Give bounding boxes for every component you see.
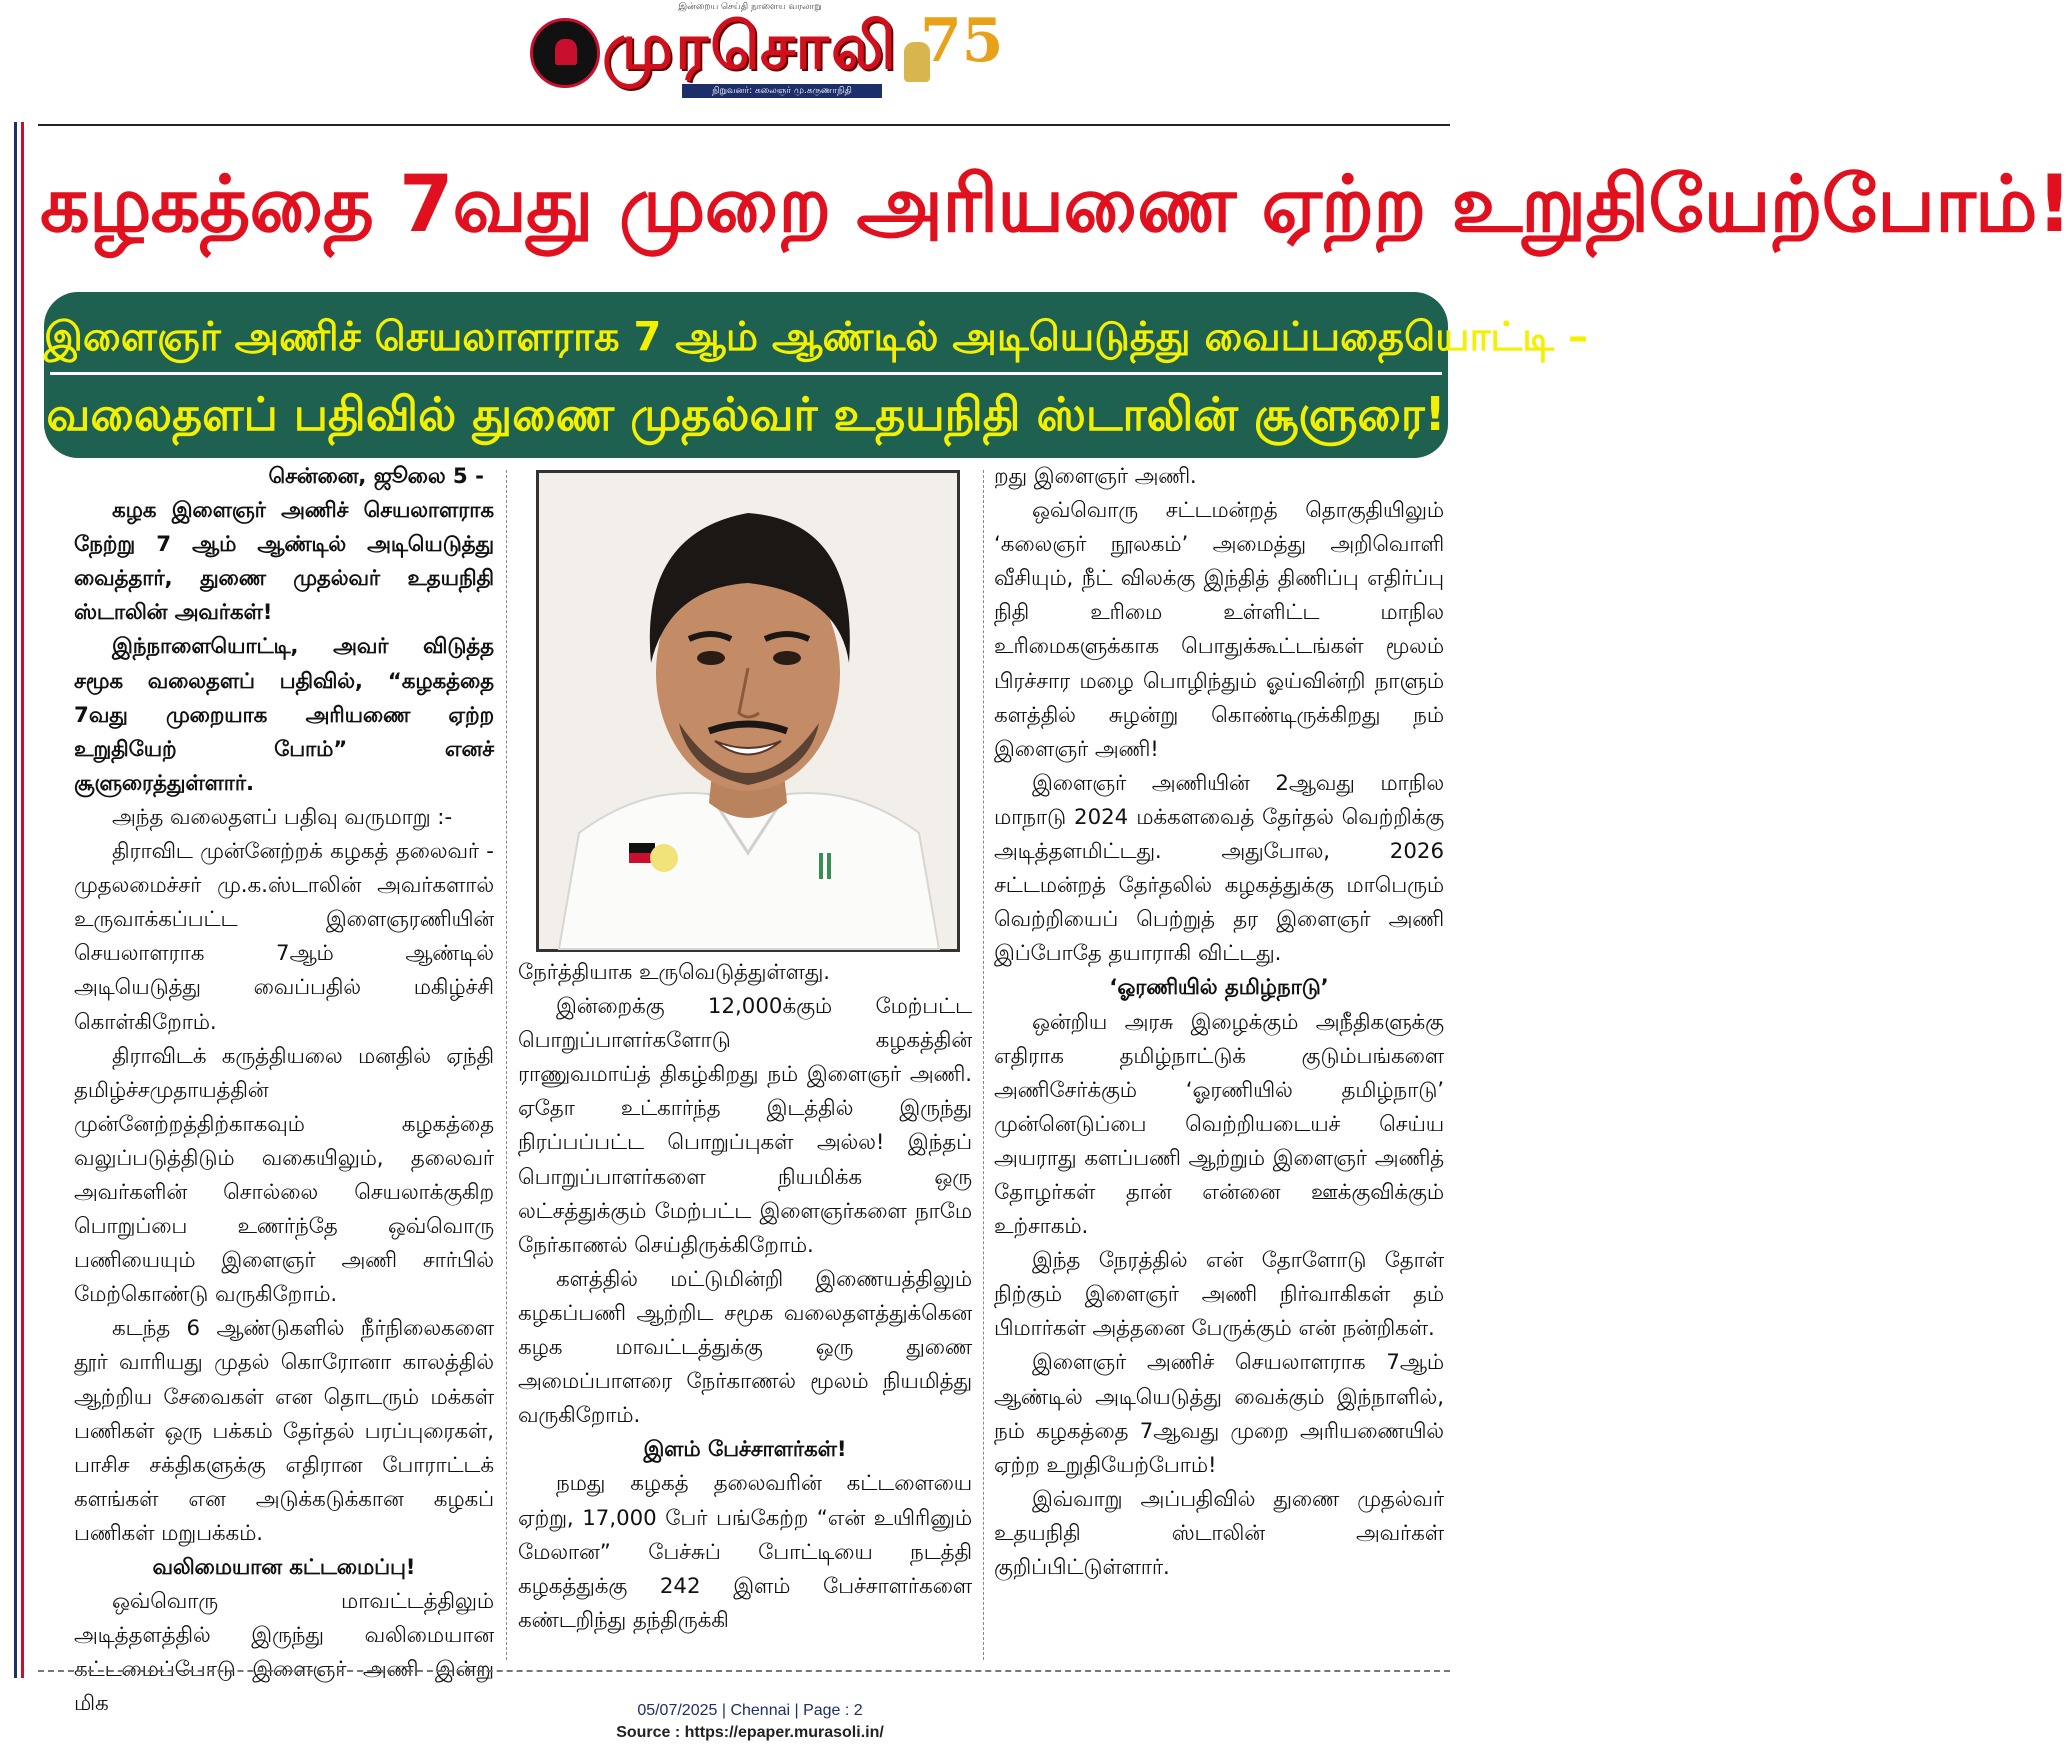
article-paragraph: அந்த வலைதளப் பதிவு வருமாறு :- <box>112 804 453 830</box>
newspaper-logo: முரசொலி <box>602 10 898 84</box>
dateline: சென்னை, ஜூலை 5 - <box>268 464 484 489</box>
section-heading: ‘ஓரணியில் தமிழ்நாடு’ <box>1109 975 1329 1001</box>
article-paragraph: இன்றைக்கு 12,000க்கும் மேற்பட்ட பொறுப்பாளர்களோடு கழகத்தின் ராணுவமாய்த் திகழ்கிறது நம் இளைஞர் அணி. ஏதோ உட்கார்ந்த இடத்தில் இருந்து நிரப்பப்பட்ட பொறுப்புகள் அல்ல! இந்தப் பொறுப்பாளர்களை நியமிக்க ஒரு லட்சத்துக்கும் மேற்பட்ட இளைஞர்களை நாமே நேர்காணல் செய்திருக்கிறோம். <box>518 994 972 1258</box>
article-column-3 <box>994 460 1444 1585</box>
article-paragraph: ஒவ்வொரு மாவட்டத்திலும் அடித்தளத்தில் இருந்து வலிமையான கட்டமைப்போடு இளைஞர் அணி இன்று மிக <box>74 1589 494 1717</box>
logo-subtitle: நிறுவனர்: கலைஞர் மு.கருணாநிதி <box>682 84 882 98</box>
anniversary-badge <box>898 6 1004 82</box>
article-paragraph: ஒவ்வொரு சட்டமன்றத் தொகுதியிலும் ‘கலைஞர் நூலகம்’ அமைத்து அறிவொளி வீசியும், நீட் விலக்கு இந்தித் திணிப்பு எதிர்ப்பு நிதி உரிமை உள்ளிட்ட மாநில உரிமைகளுக்காக பொதுக்கூட்டங்கள் மூலம் பிரச்சார மழை பொழிந்தும் ஓய்வின்றி நாளும் களத்தில் சுழன்று கொண்டிருக்கிறது நம் இளைஞர் அணி! <box>994 498 1444 762</box>
portrait-illustration <box>539 473 957 949</box>
column-separator <box>506 470 507 1660</box>
footer-source-link[interactable]: Source : https://epaper.murasoli.in/ <box>616 1724 884 1741</box>
article-paragraph: இந்நாளையொட்டி, அவர் விடுத்த சமூக வலைதளப் பதிவில், “கழகத்தை 7வது முறையாக அரியணை ஏற்ற உறுதியேற் போம்” எனச் சூளுரைத்துள்ளார். <box>74 634 494 796</box>
article-paragraph: றது இளைஞர் அணி. <box>994 464 1197 489</box>
section-heading: இளம் பேச்சாளர்கள்! <box>643 1437 847 1463</box>
masthead <box>0 0 1500 112</box>
article-paragraph: களத்தில் மட்டுமின்றி இணையத்திலும் கழகப்பணி ஆற்றிட சமூக வலைதளத்துக்கென கழக மாவட்டத்துக்கு ஒரு துணை அமைப்பாளரை நேர்காணல் மூலம் நியமித்து வருகிறோம். <box>518 1266 972 1429</box>
anniversary-number: 75 <box>920 6 1004 76</box>
article-column-2 <box>518 956 972 1638</box>
article-paragraph: திராவிட முன்னேற்றக் கழகத் தலைவர் - முதலமைச்சர் மு.க.ஸ்டாலின் அவர்களால் உருவாக்கப்பட்ட இளைஞரணியின் செயலாளராக 7ஆம் ஆண்டில் அடியெடுத்து வைப்பதில் மகிழ்ச்சி கொள்கிறோம். <box>74 839 494 1035</box>
article-paragraph: இளைஞர் அணியின் 2ஆவது மாநில மாநாடு 2024 மக்களவைத் தேர்தல் வெற்றிக்கு அடித்தளமிட்டது. அதுபோல, 2026 சட்டமன்றத் தேர்தலில் கழகத்துக்கு மாபெரும் வெற்றியைப் பெற்றுத் தர இளைஞர் அணி இப்போதே தயாராகி விட்டது. <box>994 770 1444 967</box>
headline: கழகத்தை 7வது முறை அரியணை ஏற்ற உறுதியேற்போம்! <box>40 160 2071 250</box>
page-border-left <box>14 122 24 1678</box>
article-column-1 <box>74 460 494 1721</box>
article-paragraph: கழக இளைஞர் அணிச் செயலாளராக நேற்று 7 ஆம் ஆண்டில் அடியெடுத்து வைத்தார், துணை முதல்வர் உதயநிதி ஸ்டாலின் அவர்கள்! <box>74 498 494 626</box>
article-paragraph: இளைஞர் அணிச் செயலாளராக 7ஆம் ஆண்டில் அடியெடுத்து வைக்கும் இந்நாளில், நம் கழகத்தை 7ஆவது முறை அரியணையில் ஏற்ற உறுதியேற்போம்! <box>994 1350 1444 1478</box>
article-paragraph: ஒன்றிய அரசு இழைக்கும் அநீதிகளுக்கு எதிராக தமிழ்நாட்டுக் குடும்பங்களை அணிசேர்க்கும் ‘ஓரணியில் தமிழ்நாடு’ முன்னெடுப்பை வெற்றியடையச் செய்ய அயராது களப்பணி ஆற்றும் இளைஞர் அணித் தோழர்கள் தான் என்னை ஊக்குவிக்கும் உற்சாகம். <box>994 1009 1444 1240</box>
article-paragraph: இவ்வாறு அப்பதிவில் துணை முதல்வர் உதயநிதி ஸ்டாலின் அவர்கள் குறிப்பிட்டுள்ளார். <box>994 1486 1444 1580</box>
subhead-line-2: வலைதளப் பதிவில் துணை முதல்வர் உதயநிதி ஸ்டாலின் சூளுரை! <box>46 387 1446 441</box>
top-rule <box>38 124 1450 126</box>
subhead-divider <box>50 372 1442 375</box>
page-footer <box>0 1700 1500 1744</box>
masthead-tagline: இன்றைய செய்தி நாளைய வரலாறு <box>678 2 822 12</box>
party-emblem-icon <box>530 18 600 88</box>
article-paragraph: இந்த நேரத்தில் என் தோளோடு தோள் நிற்கும் இளைஞர் அணி நிர்வாகிகள் தம் பிமார்கள் அத்தனை பேருக்கும் என் நன்றிகள். <box>994 1248 1444 1342</box>
subhead-box <box>44 292 1589 458</box>
article-paragraph: திராவிடக் கருத்தியலை மனதில் ஏந்தி தமிழ்ச்சமுதாயத்தின் முன்னேற்றத்திற்காகவும் கழகத்தை வலுப்படுத்திடும் வகையிலும், தலைவர் அவர்களின் சொல்லை செயலாக்குகிற பொறுப்பை உணர்ந்தே ஒவ்வொரு பணியையும் இளைஞர் அணி சார்பில் மேற்கொண்டு வருகிறோம். <box>74 1043 494 1308</box>
portrait-photo <box>536 470 960 952</box>
footer-date-page: 05/07/2025 | Chennai | Page : 2 <box>637 1702 863 1719</box>
article-paragraph: நேர்த்தியாக உருவெடுத்துள்ளது. <box>518 960 831 985</box>
column-separator <box>983 470 984 1660</box>
article-paragraph: நமது கழகத் தலைவரின் கட்டளையை ஏற்று, 17,000 பேர் பங்கேற்ற “என் உயிரினும் மேலான” பேச்சுப் போட்டியை நடத்தி கழகத்துக்கு 242 இளம் பேச்சாளர்களை கண்டறிந்து தந்திருக்கி <box>518 1471 972 1633</box>
subhead-line-1: இளைஞர் அணிச் செயலாளராக 7 ஆம் ஆண்டில் அடியெடுத்து வைப்பதையொட்டி – <box>44 314 1589 360</box>
article-paragraph: கடந்த 6 ஆண்டுகளில் நீர்நிலைகளை தூர் வாரியது முதல் கொரோனா காலத்தில் ஆற்றிய சேவைகள் என தொடரும் மக்கள் பணிகள் ஒரு பக்கம் தேர்தல் பரப்புரைகள், பாசிச சக்திகளுக்கு எதிரான போராட்டக் களங்கள் என அடுக்கடுக்கான கழகப் பணிகள் மறுபக்கம். <box>74 1316 494 1546</box>
section-heading: வலிமையான கட்டமைப்பு! <box>152 1555 416 1580</box>
bottom-rule <box>38 1670 1450 1672</box>
